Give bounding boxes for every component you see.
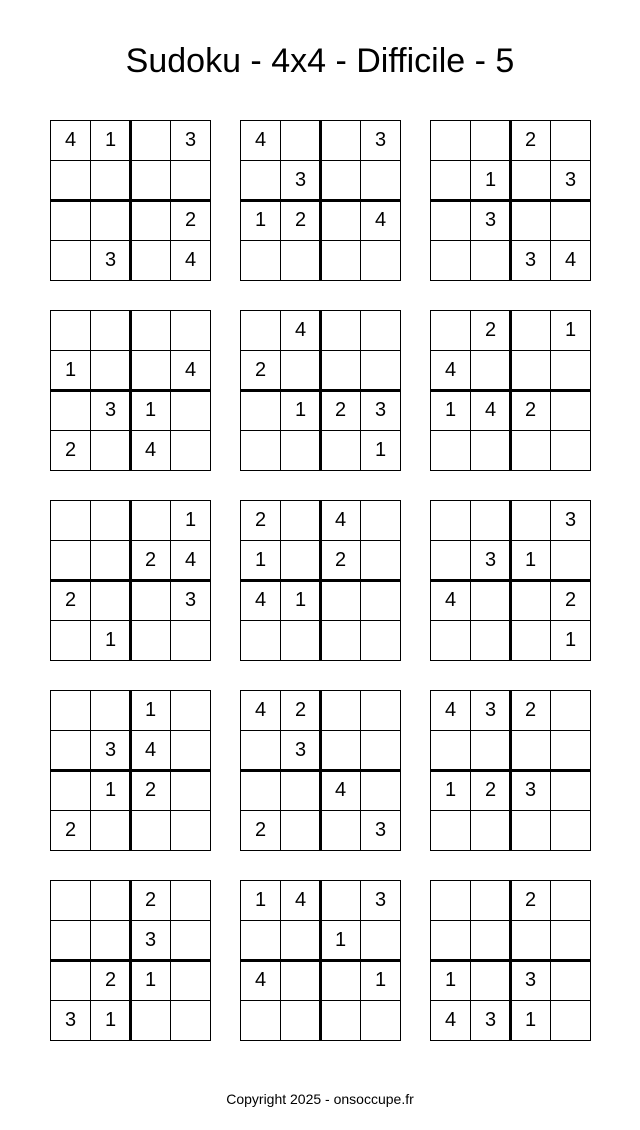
sudoku-grid [240, 120, 401, 281]
sudoku-cell: 1 [550, 620, 591, 661]
sudoku-cell [130, 160, 171, 201]
sudoku-cell [50, 690, 91, 731]
box-divider-horizontal [430, 199, 591, 202]
sudoku-cell [510, 200, 551, 241]
sudoku-grid [50, 120, 211, 281]
sudoku-cell [50, 920, 91, 961]
sudoku-cell: 4 [170, 240, 211, 281]
sudoku-cell [510, 500, 551, 541]
sudoku-cell [470, 350, 511, 391]
sudoku-cell [280, 430, 321, 471]
sudoku-cell: 4 [130, 730, 171, 771]
sudoku-cell: 2 [320, 390, 361, 431]
sudoku-cell [90, 500, 131, 541]
sudoku-cell [510, 620, 551, 661]
sudoku-cell [360, 160, 401, 201]
sudoku-cell: 1 [360, 430, 401, 471]
sudoku-cell: 3 [510, 240, 551, 281]
sudoku-cell [280, 960, 321, 1001]
sudoku-cell [50, 620, 91, 661]
sudoku-cell: 1 [320, 920, 361, 961]
sudoku-cell [320, 120, 361, 161]
sudoku-cell: 4 [470, 390, 511, 431]
sudoku-cell [510, 310, 551, 351]
sudoku-cell [550, 390, 591, 431]
sudoku-cell [360, 310, 401, 351]
sudoku-cell: 1 [50, 350, 91, 391]
sudoku-cell: 4 [240, 580, 281, 621]
sudoku-cell: 2 [50, 810, 91, 851]
sudoku-cell: 3 [470, 1000, 511, 1041]
sudoku-cell [240, 620, 281, 661]
sudoku-cell: 1 [550, 310, 591, 351]
sudoku-cell [90, 810, 131, 851]
sudoku-cell [320, 810, 361, 851]
sudoku-cell [510, 350, 551, 391]
sudoku-cell: 1 [280, 390, 321, 431]
sudoku-cell [430, 120, 471, 161]
sudoku-cell [320, 240, 361, 281]
sudoku-cell: 4 [170, 350, 211, 391]
sudoku-cell: 3 [360, 390, 401, 431]
sudoku-cell: 2 [510, 120, 551, 161]
sudoku-cell: 3 [550, 160, 591, 201]
sudoku-cell [470, 960, 511, 1001]
sudoku-cell: 3 [90, 730, 131, 771]
sudoku-cell [50, 310, 91, 351]
sudoku-grid [50, 310, 211, 471]
box-divider-horizontal [50, 389, 211, 392]
sudoku-cell [550, 770, 591, 811]
sudoku-cell [550, 350, 591, 391]
sudoku-cell: 2 [90, 960, 131, 1001]
sudoku-cell: 2 [470, 770, 511, 811]
sudoku-cell: 1 [430, 770, 471, 811]
sudoku-cell [470, 810, 511, 851]
sudoku-cell [90, 880, 131, 921]
sudoku-cell: 1 [90, 1000, 131, 1041]
sudoku-cell [430, 160, 471, 201]
sudoku-cell [360, 770, 401, 811]
box-divider-horizontal [430, 959, 591, 962]
sudoku-cell [360, 920, 401, 961]
sudoku-cell [170, 730, 211, 771]
sudoku-cell [550, 120, 591, 161]
sudoku-cell [240, 240, 281, 281]
sudoku-cell [550, 880, 591, 921]
box-divider-horizontal [240, 199, 401, 202]
sudoku-cell [510, 920, 551, 961]
sudoku-cell [470, 240, 511, 281]
box-divider-horizontal [50, 579, 211, 582]
sudoku-cell: 1 [470, 160, 511, 201]
sudoku-cell: 1 [90, 120, 131, 161]
sudoku-cell: 1 [170, 500, 211, 541]
sudoku-cell [240, 160, 281, 201]
sudoku-cell [130, 500, 171, 541]
sudoku-cell: 2 [550, 580, 591, 621]
box-divider-horizontal [240, 579, 401, 582]
sudoku-cell [320, 960, 361, 1001]
box-divider-horizontal [240, 769, 401, 772]
sudoku-cell [550, 540, 591, 581]
sudoku-cell: 4 [170, 540, 211, 581]
sudoku-cell [320, 580, 361, 621]
sudoku-cell [470, 120, 511, 161]
sudoku-cell: 1 [430, 960, 471, 1001]
sudoku-cell: 2 [240, 350, 281, 391]
sudoku-cell [130, 240, 171, 281]
sudoku-cell [90, 540, 131, 581]
sudoku-cell [170, 810, 211, 851]
sudoku-cell [360, 620, 401, 661]
sudoku-cell [130, 1000, 171, 1041]
sudoku-cell [280, 350, 321, 391]
sudoku-cell: 2 [510, 690, 551, 731]
sudoku-cell [550, 200, 591, 241]
sudoku-cell [320, 880, 361, 921]
sudoku-cell [360, 1000, 401, 1041]
sudoku-cell [90, 920, 131, 961]
sudoku-cell: 3 [360, 810, 401, 851]
sudoku-cell: 4 [280, 880, 321, 921]
sudoku-cell: 3 [280, 160, 321, 201]
sudoku-cell: 3 [50, 1000, 91, 1041]
sudoku-cell: 4 [130, 430, 171, 471]
sudoku-cell [280, 920, 321, 961]
sudoku-cell [320, 200, 361, 241]
sudoku-grid [430, 690, 591, 851]
sudoku-cell [130, 120, 171, 161]
sudoku-cell: 1 [240, 200, 281, 241]
sudoku-grid [430, 310, 591, 471]
sudoku-cell [170, 690, 211, 731]
sudoku-cell [510, 810, 551, 851]
sudoku-cell [360, 730, 401, 771]
sudoku-cell: 4 [240, 690, 281, 731]
sudoku-cell [430, 540, 471, 581]
sudoku-cell: 1 [430, 390, 471, 431]
sudoku-cell [170, 310, 211, 351]
sudoku-cell [170, 960, 211, 1001]
sudoku-cell [90, 580, 131, 621]
sudoku-cell: 2 [240, 500, 281, 541]
sudoku-cell: 2 [280, 690, 321, 731]
sudoku-cell [320, 730, 361, 771]
sudoku-cell [320, 620, 361, 661]
box-divider-horizontal [50, 769, 211, 772]
sudoku-cell [430, 620, 471, 661]
sudoku-grid [50, 880, 211, 1041]
sudoku-cell [280, 500, 321, 541]
sudoku-cell [240, 430, 281, 471]
sudoku-cell: 1 [130, 390, 171, 431]
sudoku-cell [320, 1000, 361, 1041]
sudoku-cell: 3 [550, 500, 591, 541]
sudoku-cell [360, 350, 401, 391]
sudoku-cell: 2 [510, 390, 551, 431]
sudoku-cell: 3 [360, 120, 401, 161]
sudoku-cell: 4 [320, 770, 361, 811]
sudoku-cell [170, 390, 211, 431]
box-divider-horizontal [240, 389, 401, 392]
sudoku-cell [280, 620, 321, 661]
sudoku-cell [50, 160, 91, 201]
sudoku-cell: 3 [90, 240, 131, 281]
sudoku-cell [550, 430, 591, 471]
sudoku-cell: 3 [360, 880, 401, 921]
box-divider-horizontal [430, 389, 591, 392]
sudoku-grid [50, 500, 211, 661]
sudoku-cell [360, 690, 401, 731]
sudoku-cell [240, 310, 281, 351]
sudoku-cell [50, 500, 91, 541]
sudoku-cell: 1 [90, 620, 131, 661]
sudoku-cell [50, 390, 91, 431]
sudoku-cell [50, 770, 91, 811]
sudoku-cell [320, 350, 361, 391]
sudoku-cell: 1 [90, 770, 131, 811]
sudoku-cell [90, 430, 131, 471]
box-divider-horizontal [50, 199, 211, 202]
sudoku-cell: 2 [170, 200, 211, 241]
sudoku-cell: 2 [510, 880, 551, 921]
sudoku-cell [90, 310, 131, 351]
sudoku-cell: 3 [470, 690, 511, 731]
box-divider-horizontal [50, 959, 211, 962]
sudoku-cell [470, 620, 511, 661]
sudoku-cell [280, 810, 321, 851]
sudoku-cell [240, 1000, 281, 1041]
sudoku-cell [430, 430, 471, 471]
sudoku-cell: 1 [280, 580, 321, 621]
sudoku-grid [430, 120, 591, 281]
sudoku-cell [130, 310, 171, 351]
sudoku-cell: 4 [430, 690, 471, 731]
sudoku-cell [280, 770, 321, 811]
sudoku-cell [430, 810, 471, 851]
sudoku-cell: 3 [510, 770, 551, 811]
sudoku-cell: 4 [360, 200, 401, 241]
sudoku-cell [240, 770, 281, 811]
sudoku-cell [50, 960, 91, 1001]
sudoku-cell [470, 920, 511, 961]
sudoku-cell [470, 430, 511, 471]
sudoku-cell [430, 200, 471, 241]
sudoku-cell: 4 [240, 120, 281, 161]
sudoku-cell: 4 [320, 500, 361, 541]
sudoku-cell [90, 690, 131, 731]
sudoku-cell [470, 500, 511, 541]
sudoku-cell [550, 690, 591, 731]
sudoku-cell [430, 500, 471, 541]
sudoku-cell: 3 [280, 730, 321, 771]
sudoku-cell [280, 240, 321, 281]
sudoku-cell [360, 580, 401, 621]
copyright-footer: Copyright 2025 - onsoccupe.fr [226, 1091, 414, 1107]
sudoku-cell: 4 [240, 960, 281, 1001]
sudoku-cell [90, 350, 131, 391]
sudoku-cell [170, 920, 211, 961]
page-title: Sudoku - 4x4 - Difficile - 5 [125, 42, 515, 80]
sudoku-cell [430, 920, 471, 961]
sudoku-cell [550, 920, 591, 961]
sudoku-cell: 1 [360, 960, 401, 1001]
box-divider-horizontal [430, 579, 591, 582]
sudoku-cell: 1 [510, 1000, 551, 1041]
sudoku-cell [240, 920, 281, 961]
sudoku-cell [470, 880, 511, 921]
sudoku-cell [320, 160, 361, 201]
sudoku-cell [510, 430, 551, 471]
sudoku-cell [170, 770, 211, 811]
sudoku-cell: 2 [130, 770, 171, 811]
sudoku-cell [130, 350, 171, 391]
sudoku-cell [130, 580, 171, 621]
sudoku-cell [130, 620, 171, 661]
sudoku-grid [430, 500, 591, 661]
sudoku-cell [90, 200, 131, 241]
sudoku-cell: 3 [170, 120, 211, 161]
sudoku-cell: 1 [130, 690, 171, 731]
box-divider-horizontal [240, 959, 401, 962]
sudoku-grid [240, 500, 401, 661]
sudoku-cell [130, 200, 171, 241]
sudoku-cell [320, 690, 361, 731]
sudoku-cell [320, 430, 361, 471]
sudoku-cell: 1 [510, 540, 551, 581]
sudoku-cell [280, 120, 321, 161]
sudoku-cell: 4 [550, 240, 591, 281]
sudoku-cell: 1 [240, 540, 281, 581]
sudoku-cell [470, 730, 511, 771]
sudoku-cell [430, 880, 471, 921]
sudoku-cell [320, 310, 361, 351]
sudoku-grid [240, 690, 401, 851]
sudoku-cell [360, 500, 401, 541]
sudoku-cell: 2 [240, 810, 281, 851]
sudoku-cell [50, 880, 91, 921]
sudoku-cell [550, 1000, 591, 1041]
sudoku-cell [50, 240, 91, 281]
sudoku-cell [550, 960, 591, 1001]
sudoku-cell: 3 [130, 920, 171, 961]
sudoku-cell [430, 310, 471, 351]
sudoku-cell: 3 [510, 960, 551, 1001]
sudoku-cell [50, 730, 91, 771]
sudoku-cell [130, 810, 171, 851]
sudoku-cell [170, 160, 211, 201]
sudoku-cell [550, 810, 591, 851]
sudoku-cell: 4 [430, 1000, 471, 1041]
sudoku-cell [360, 240, 401, 281]
sudoku-cell: 2 [130, 540, 171, 581]
sudoku-cell [280, 540, 321, 581]
sudoku-cell [550, 730, 591, 771]
sudoku-cell [50, 540, 91, 581]
sudoku-cell: 2 [320, 540, 361, 581]
sudoku-cell [510, 580, 551, 621]
sudoku-cell: 3 [470, 540, 511, 581]
sudoku-cell: 2 [50, 430, 91, 471]
sudoku-cell: 2 [470, 310, 511, 351]
sudoku-grid [240, 310, 401, 471]
sudoku-cell [280, 1000, 321, 1041]
sudoku-cell [510, 730, 551, 771]
sudoku-cell [430, 240, 471, 281]
sudoku-cell [360, 540, 401, 581]
sudoku-cell [170, 880, 211, 921]
sudoku-cell [470, 580, 511, 621]
sudoku-cell [430, 730, 471, 771]
sudoku-cell: 3 [470, 200, 511, 241]
sudoku-cell [170, 620, 211, 661]
sudoku-cell: 3 [90, 390, 131, 431]
sudoku-cell: 1 [240, 880, 281, 921]
sudoku-cell [240, 390, 281, 431]
sudoku-cell: 4 [430, 350, 471, 391]
sudoku-cell: 4 [430, 580, 471, 621]
sudoku-cell [170, 430, 211, 471]
sudoku-cell: 4 [280, 310, 321, 351]
sudoku-grid [430, 880, 591, 1041]
sudoku-cell [240, 730, 281, 771]
sudoku-grid [50, 690, 211, 851]
sudoku-cell: 3 [170, 580, 211, 621]
sudoku-cell [510, 160, 551, 201]
sudoku-grid [240, 880, 401, 1041]
sudoku-cell [50, 200, 91, 241]
sudoku-cell: 2 [280, 200, 321, 241]
sudoku-cell: 2 [130, 880, 171, 921]
sudoku-cell [170, 1000, 211, 1041]
sudoku-cell: 2 [50, 580, 91, 621]
sudoku-cell: 1 [130, 960, 171, 1001]
sudoku-cell: 4 [50, 120, 91, 161]
box-divider-horizontal [430, 769, 591, 772]
sudoku-cell [90, 160, 131, 201]
